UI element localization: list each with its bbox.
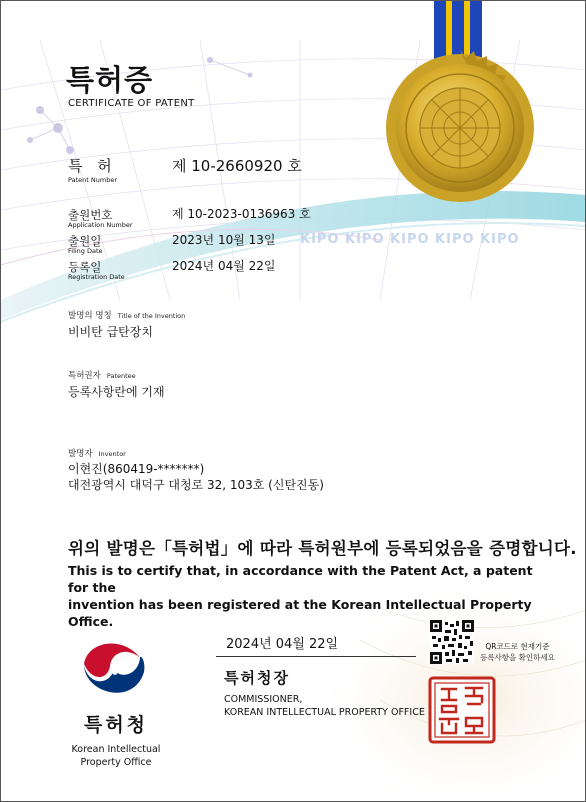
official-stamp-icon [428, 676, 496, 744]
qr-note [480, 641, 555, 663]
qr-code-icon[interactable] [430, 620, 474, 664]
commissioner-title-en-line2: KOREAN INTELLECTUAL PROPERTY OFFICE [224, 707, 425, 718]
registration-date: 2024년 04월 22일 [172, 259, 276, 273]
office-name-en [58, 743, 174, 769]
qr-note-line1: QR코드로 현재기준 [485, 642, 550, 651]
certificate-title: 특허증 [66, 63, 154, 97]
statement-korean: 위의 발명은「특허법」에 따라 특허원부에 등록되었음을 증명합니다. [68, 539, 577, 558]
invention-title: 비비탄 급탄장치 [68, 325, 153, 339]
application-label-en: Application Number [68, 221, 133, 229]
inventor-label [68, 447, 126, 459]
inventor-label-en: Inventor [98, 450, 126, 458]
registration-label: 등록일 [68, 260, 102, 274]
office-name-en-line1: Korean Intellectual [71, 744, 161, 755]
office-name-en-line2: Property Office [80, 757, 152, 768]
application-label: 출원번호 [68, 208, 113, 222]
statement-english [68, 562, 548, 630]
patentee-label-en: Patentee [106, 372, 136, 380]
certificate-subtitle: CERTIFICATE OF PATENT [68, 98, 195, 109]
filing-label: 출원일 [68, 234, 102, 248]
invention-label-ko: 발명의 명칭 [68, 311, 112, 321]
inventor-label-ko: 발명자 [68, 449, 93, 459]
patent-label-en: Patent Number [68, 176, 118, 184]
patentee-value: 등록사항란에 기재 [68, 385, 165, 399]
patent-number: 제 10-2660920 호 [172, 157, 302, 175]
office-name: 특허청 [83, 714, 149, 736]
inventor-name: 이현진(860419-*******) [68, 462, 205, 476]
issue-date: 2024년 04월 22일 [226, 637, 339, 652]
qr-note-line2: 등록사항을 확인하세요 [480, 653, 555, 662]
inventor-address: 대전광역시 대덕구 대청로 32, 103호 (신탄진동) [68, 478, 324, 492]
issue-divider [216, 656, 416, 657]
commissioner-title-en-line1: COMMISSIONER, [224, 694, 303, 705]
patentee-label [68, 369, 136, 381]
kipo-watermark: KIPO KIPO KIPO KIPO KIPO [300, 232, 520, 247]
taegeuk-logo-icon [74, 632, 154, 712]
commissioner-title-en [224, 693, 425, 719]
filing-label-en: Filing Date [68, 247, 103, 255]
statement-english-line1: This is to certify that, in accordance with the Patent Act, a patent for the [68, 563, 533, 595]
filing-date: 2023년 10월 13일 [172, 233, 276, 247]
statement-english-line2: invention has been registered at the Korean Intellectual Property Office. [68, 597, 532, 629]
commissioner-title: 특허청장 [224, 669, 290, 687]
patentee-label-ko: 특허권자 [68, 371, 101, 381]
invention-label [68, 309, 185, 321]
patent-label: 특 허 [68, 157, 117, 175]
application-number: 제 10-2023-0136963 호 [172, 207, 311, 221]
registration-label-en: Registration Date [68, 273, 125, 281]
invention-label-en: Title of the Invention [117, 312, 186, 320]
